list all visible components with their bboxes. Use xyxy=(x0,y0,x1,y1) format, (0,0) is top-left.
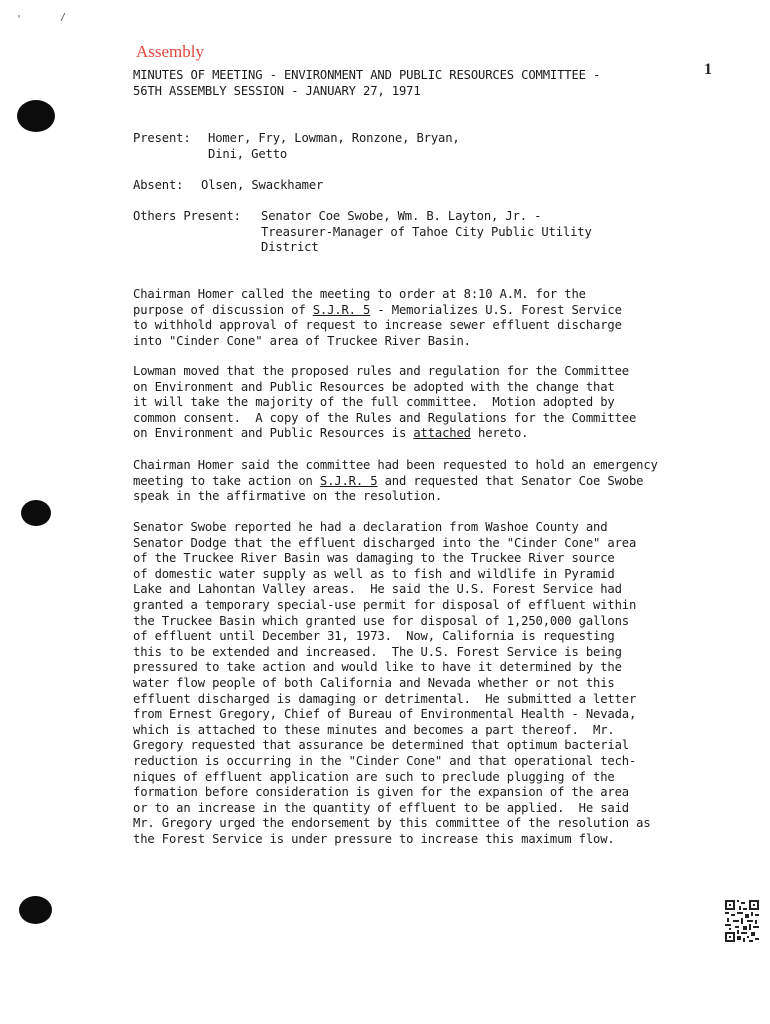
paragraph-swobe-report xyxy=(133,520,651,847)
assembly-stamp: Assembly xyxy=(136,42,204,61)
present-line: Dini, Getto xyxy=(208,146,288,161)
text-line: Senator Swobe reported he had a declaration from Washoe County and xyxy=(133,520,608,534)
text-line xyxy=(133,426,636,442)
text-line: the Truckee Basin which granted use for disposal of 1,250,000 gallons xyxy=(133,613,629,628)
paragraph-emergency-meeting xyxy=(133,458,658,505)
absent-members: Olsen, Swackhamer xyxy=(201,178,324,192)
meeting-header xyxy=(133,68,600,99)
others-line: Treasurer-Manager of Tahoe City Public Utility xyxy=(261,224,592,239)
header-line: MINUTES OF MEETING - ENVIRONMENT AND PUBLIC RESOURCES COMMITTEE - xyxy=(133,68,601,82)
bill-reference: S.J.R. 5 xyxy=(312,302,371,317)
text-line: Chairman Homer said the committee had been requested to hold an emergency xyxy=(133,458,658,472)
text-line xyxy=(133,303,622,319)
scan-mark: / xyxy=(60,12,67,23)
text-line: Lowman moved that the proposed rules and regulation for the Committee xyxy=(133,364,629,378)
present-label: Present: xyxy=(133,131,191,145)
text-segment: on Environment and Public Resources is xyxy=(133,426,414,441)
text-line: reduction is occurring in the "Cinder Cone" and that operational tech- xyxy=(133,753,637,768)
others-line: District xyxy=(261,240,319,255)
text-line: speak in the affirmative on the resolution. xyxy=(133,489,443,504)
punch-hole-top xyxy=(17,100,55,132)
bill-reference: S.J.R. 5 xyxy=(319,473,378,488)
text-line: of effluent until December 31, 1973. Now, California is requesting xyxy=(133,629,615,644)
text-segment: hereto. xyxy=(470,426,529,441)
text-line: this to be extended and increased. The U.S. Forest Service is being xyxy=(133,644,622,659)
text-line: of the Truckee River Basin was damaging to the Truckee River source xyxy=(133,551,615,566)
text-line: to withhold approval of request to increase sewer effluent discharge xyxy=(133,318,622,333)
text-line: on Environment and Public Resources be adopted with the change that xyxy=(133,379,615,394)
text-line: niques of effluent application are such to preclude plugging of the xyxy=(133,769,615,784)
scan-mark: ' xyxy=(16,14,23,25)
text-line: formation before consideration is given for the expansion of the area xyxy=(133,785,629,800)
text-line: of domestic water supply as well as to fish and wildlife in Pyramid xyxy=(133,566,615,581)
qr-code-icon xyxy=(725,900,759,942)
text-line: water flow people of both California and Nevada whether or not this xyxy=(133,675,615,690)
others-present-label: Others Present: xyxy=(133,209,241,223)
punch-hole-middle xyxy=(21,500,51,526)
text-line: or to an increase in the quantity of effluent to be applied. He said xyxy=(133,800,629,815)
paragraph-call-to-order xyxy=(133,287,622,349)
text-line: which is attached to these minutes and becomes a part thereof. Mr. xyxy=(133,722,615,737)
text-line: granted a temporary special-use permit for disposal of effluent within xyxy=(133,597,637,612)
text-line: effluent discharged is damaging or detrimental. He submitted a letter xyxy=(133,691,637,706)
text-line: Lake and Lahontan Valley areas. He said the U.S. Forest Service had xyxy=(133,582,622,597)
present-line: Homer, Fry, Lowman, Ronzone, Bryan, xyxy=(208,131,460,145)
text-segment: meeting to take action on xyxy=(133,473,320,488)
absent-label: Absent: xyxy=(133,178,184,192)
text-line: Gregory requested that assurance be determined that optimum bacterial xyxy=(133,738,629,753)
others-line: Senator Coe Swobe, Wm. B. Layton, Jr. - xyxy=(261,209,542,223)
text-line: it will take the majority of the full committee. Motion adopted by xyxy=(133,395,615,410)
text-segment: purpose of discussion of xyxy=(133,302,313,317)
text-line: the Forest Service is under pressure to increase this maximum flow. xyxy=(133,831,615,846)
text-line xyxy=(133,474,658,490)
text-line: Chairman Homer called the meeting to order at 8:10 A.M. for the xyxy=(133,287,586,301)
text-segment: - Memorializes U.S. Forest Service xyxy=(370,302,622,317)
page-number: 1 xyxy=(704,61,712,78)
punch-hole-bottom xyxy=(19,896,52,924)
text-line: from Ernest Gregory, Chief of Bureau of Environmental Health - Nevada, xyxy=(133,707,637,722)
text-line: Mr. Gregory urged the endorsement by this committee of the resolution as xyxy=(133,816,651,831)
others-present-members xyxy=(261,209,592,256)
attached-word: attached xyxy=(413,426,471,441)
text-segment: and requested that Senator Coe Swobe xyxy=(377,473,644,488)
text-line: into "Cinder Cone" area of Truckee River Basin. xyxy=(133,333,471,348)
paragraph-rules-motion xyxy=(133,364,636,442)
text-line: pressured to take action and would like to have it determined by the xyxy=(133,660,622,675)
text-line: common consent. A copy of the Rules and Regulations for the Committee xyxy=(133,410,637,425)
text-line: Senator Dodge that the effluent discharged into the "Cinder Cone" area xyxy=(133,535,637,550)
header-line: 56TH ASSEMBLY SESSION - JANUARY 27, 1971 xyxy=(133,83,421,98)
present-members xyxy=(208,131,460,162)
